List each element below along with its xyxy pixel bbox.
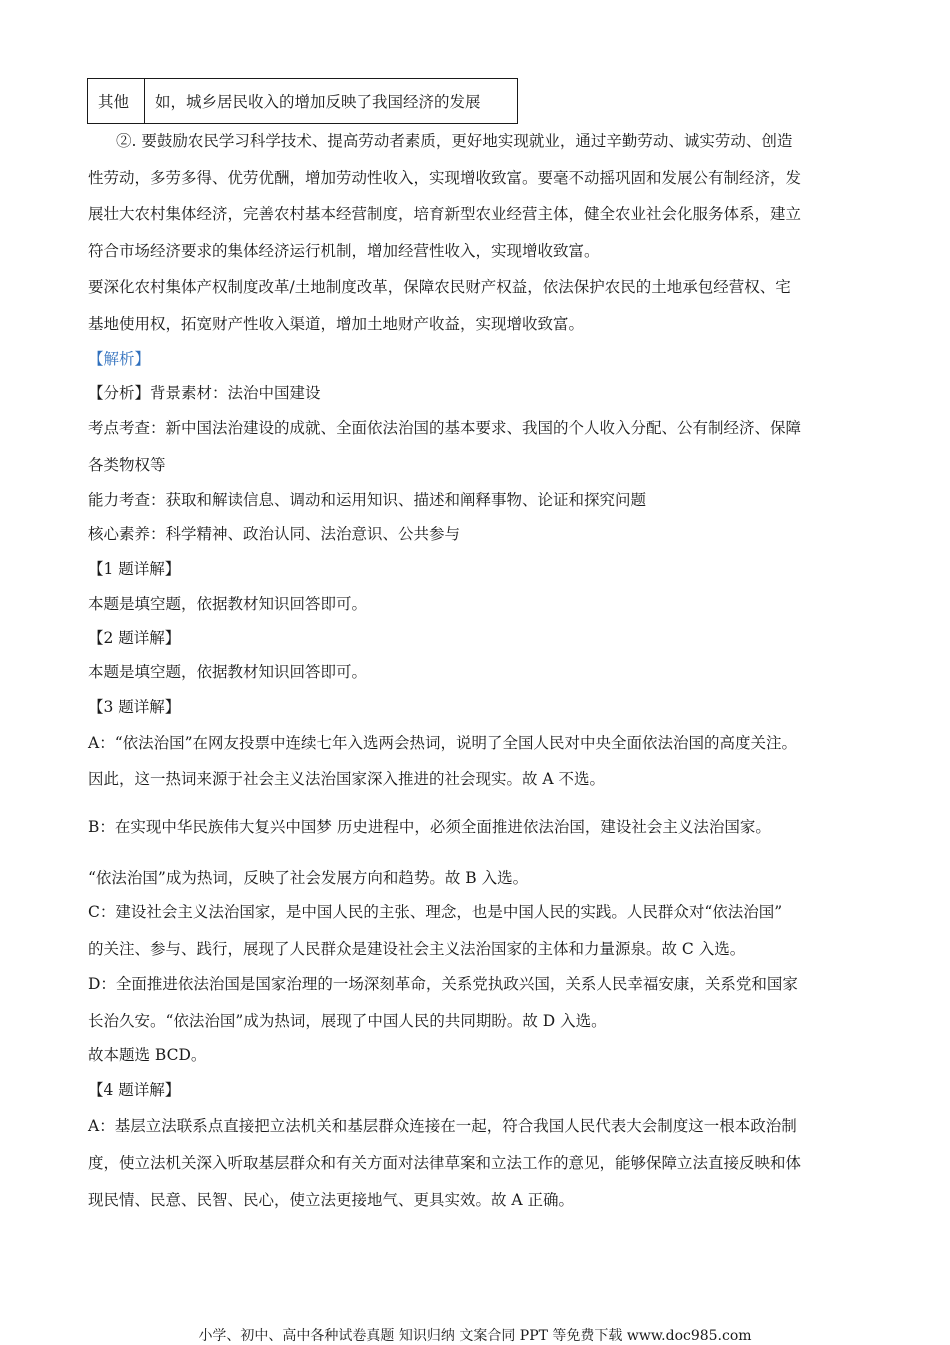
question-line: 因此，这一热词来源于社会主义法治国家深入推进的社会现实。故 A 不选。 — [88, 770, 606, 788]
question-line: A：“依法治国”在网友投票中连续七年入选两会热词，说明了全国人民对中央全面依法治国的高度关注。 — [88, 734, 798, 752]
summary-table — [87, 78, 518, 124]
analysis-line: 能力考查：获取和解读信息、调动和运用知识、描述和阐释事物、论证和探究问题 — [88, 491, 647, 509]
para1-line: 展壮大农村集体经济，完善农村基本经营制度，培育新型农业经营主体，健全农业社会化服务体系，建立 — [88, 205, 802, 223]
question-heading: 【2 题详解】 — [88, 629, 181, 647]
para1-line: 符合市场经济要求的集体经济运行机制，增加经营性收入，实现增收致富。 — [88, 242, 600, 260]
analysis-line: 【分析】背景素材：法治中国建设 — [88, 384, 321, 402]
para2-line: 要深化农村集体产权制度改革/土地制度改革，保障农民财产权益，依法保护农民的土地承包经营权、宅 — [88, 278, 791, 296]
page-footer: 小学、初中、高中各种试卷真题 知识归纳 文案合同 PPT 等免费下载 www.doc985.com — [198, 1328, 752, 1344]
question-line: 长治久安。“依法治国”成为热词，展现了中国人民的共同期盼。故 D 入选。 — [88, 1012, 607, 1030]
table-cell-category: 其他 — [88, 79, 145, 124]
question-heading: 【3 题详解】 — [88, 698, 181, 716]
question-line: 现民情、民意、民智、民心，使立法更接地气、更具实效。故 A 正确。 — [88, 1191, 575, 1209]
analysis-line: 核心素养：科学精神、政治认同、法治意识、公共参与 — [88, 525, 461, 543]
para2-line: 基地使用权，拓宽财产性收入渠道，增加土地财产收益，实现增收致富。 — [88, 315, 585, 333]
question-body: 本题是填空题，依据教材知识回答即可。 — [88, 595, 368, 613]
para1-line: 性劳动，多劳多得、优劳优酬，增加劳动性收入，实现增收致富。要毫不动摇巩固和发展公有制经济，发 — [88, 169, 802, 187]
question-heading: 【1 题详解】 — [88, 560, 181, 578]
question-line: B：在实现中华民族伟大复兴中国梦 历史进程中，必须全面推进依法治国，建设社会主义法治国家。 — [88, 818, 771, 836]
question-heading: 【4 题详解】 — [88, 1081, 181, 1099]
question-line: “依法治国”成为热词，反映了社会发展方向和趋势。故 B 入选。 — [88, 869, 529, 887]
table-cell-example: 如，城乡居民收入的增加反映了我国经济的发展 — [145, 79, 518, 124]
question-line: A：基层立法联系点直接把立法机关和基层群众连接在一起，符合我国人民代表大会制度这一根本政治制 — [88, 1117, 797, 1135]
section-heading-jiexi: 【解析】 — [88, 350, 151, 368]
question-body: 本题是填空题，依据教材知识回答即可。 — [88, 663, 368, 681]
question-line: D：全面推进依法治国是国家治理的一场深刻革命，关系党执政兴国，关系人民幸福安康，关系党和国家 — [88, 975, 798, 993]
analysis-line: 考点考查：新中国法治建设的成就、全面依法治国的基本要求、我国的个人收入分配、公有制经济、保障 — [88, 419, 802, 437]
analysis-line: 各类物权等 — [88, 456, 166, 474]
table-row — [88, 79, 518, 124]
question-line: C：建设社会主义法治国家，是中国人民的主张、理念，也是中国人民的实践。人民群众对“依法治国” — [88, 903, 783, 921]
question-line: 度，使立法机关深入听取基层群众和有关方面对法律草案和立法工作的意见，能够保障立法直接反映和体 — [88, 1154, 802, 1172]
question-line: 故本题选 BCD。 — [88, 1046, 207, 1064]
para1-line: ②. 要鼓励农民学习科学技术、提高劳动者素质，更好地实现就业，通过辛勤劳动、诚实劳动、创造 — [116, 132, 793, 150]
question-line: 的关注、参与、践行，展现了人民群众是建设社会主义法治国家的主体和力量源泉。故 C 入选。 — [88, 940, 746, 958]
